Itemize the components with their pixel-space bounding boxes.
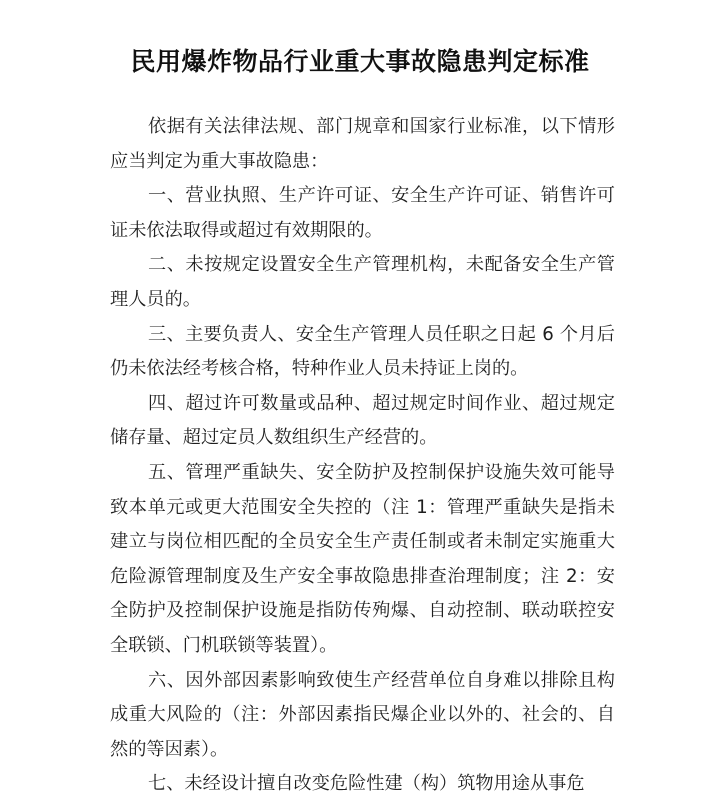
paragraph-item-6: 六、因外部因素影响致使生产经营单位自身难以排除且构成重大风险的（注：外部因素指民爆企业以外的、社会的、自然的等因素）。: [110, 669, 615, 760]
paragraph-intro: 依据有关法律法规、部门规章和国家行业标准，以下情形应当判定为重大事故隐患：: [110, 116, 615, 172]
document-title: 民用爆炸物品行业重大事故隐患判定标准: [130, 46, 590, 76]
document-body: [110, 110, 615, 802]
paragraph-item-1: 一、营业执照、生产许可证、安全生产许可证、销售许可证未依法取得或超过有效期限的。: [110, 185, 615, 241]
paragraph-item-4: 四、超过许可数量或品种、超过规定时间作业、超过规定储存量、超过定员人数组织生产经营的。: [110, 392, 615, 449]
paragraph-item-5: 五、管理严重缺失、安全防护及控制保护设施失效可能导致本单元或更大范围安全失控的（注 1：管理严重缺失是指未建立与岗位相匹配的全员安全生产责任制或者未制定实施重大危险源管理制度及生产安全事故隐患排查治理制度；注 2：安全防护及控制保护设施是指防传殉爆、自动控制、联动联控安全联锁、门机联锁等装置）。: [110, 461, 615, 656]
paragraph-item-7: 七、未经设计擅自改变危险性建（构）筑物用途从事危: [148, 773, 585, 795]
paragraph-item-2: 二、未按规定设置安全生产管理机构，未配备安全生产管理人员的。: [110, 254, 615, 310]
paragraph-item-3: 三、主要负责人、安全生产管理人员任职之日起 6 个月后仍未依法经考核合格，特种作业人员未持证上岗的。: [110, 323, 615, 380]
